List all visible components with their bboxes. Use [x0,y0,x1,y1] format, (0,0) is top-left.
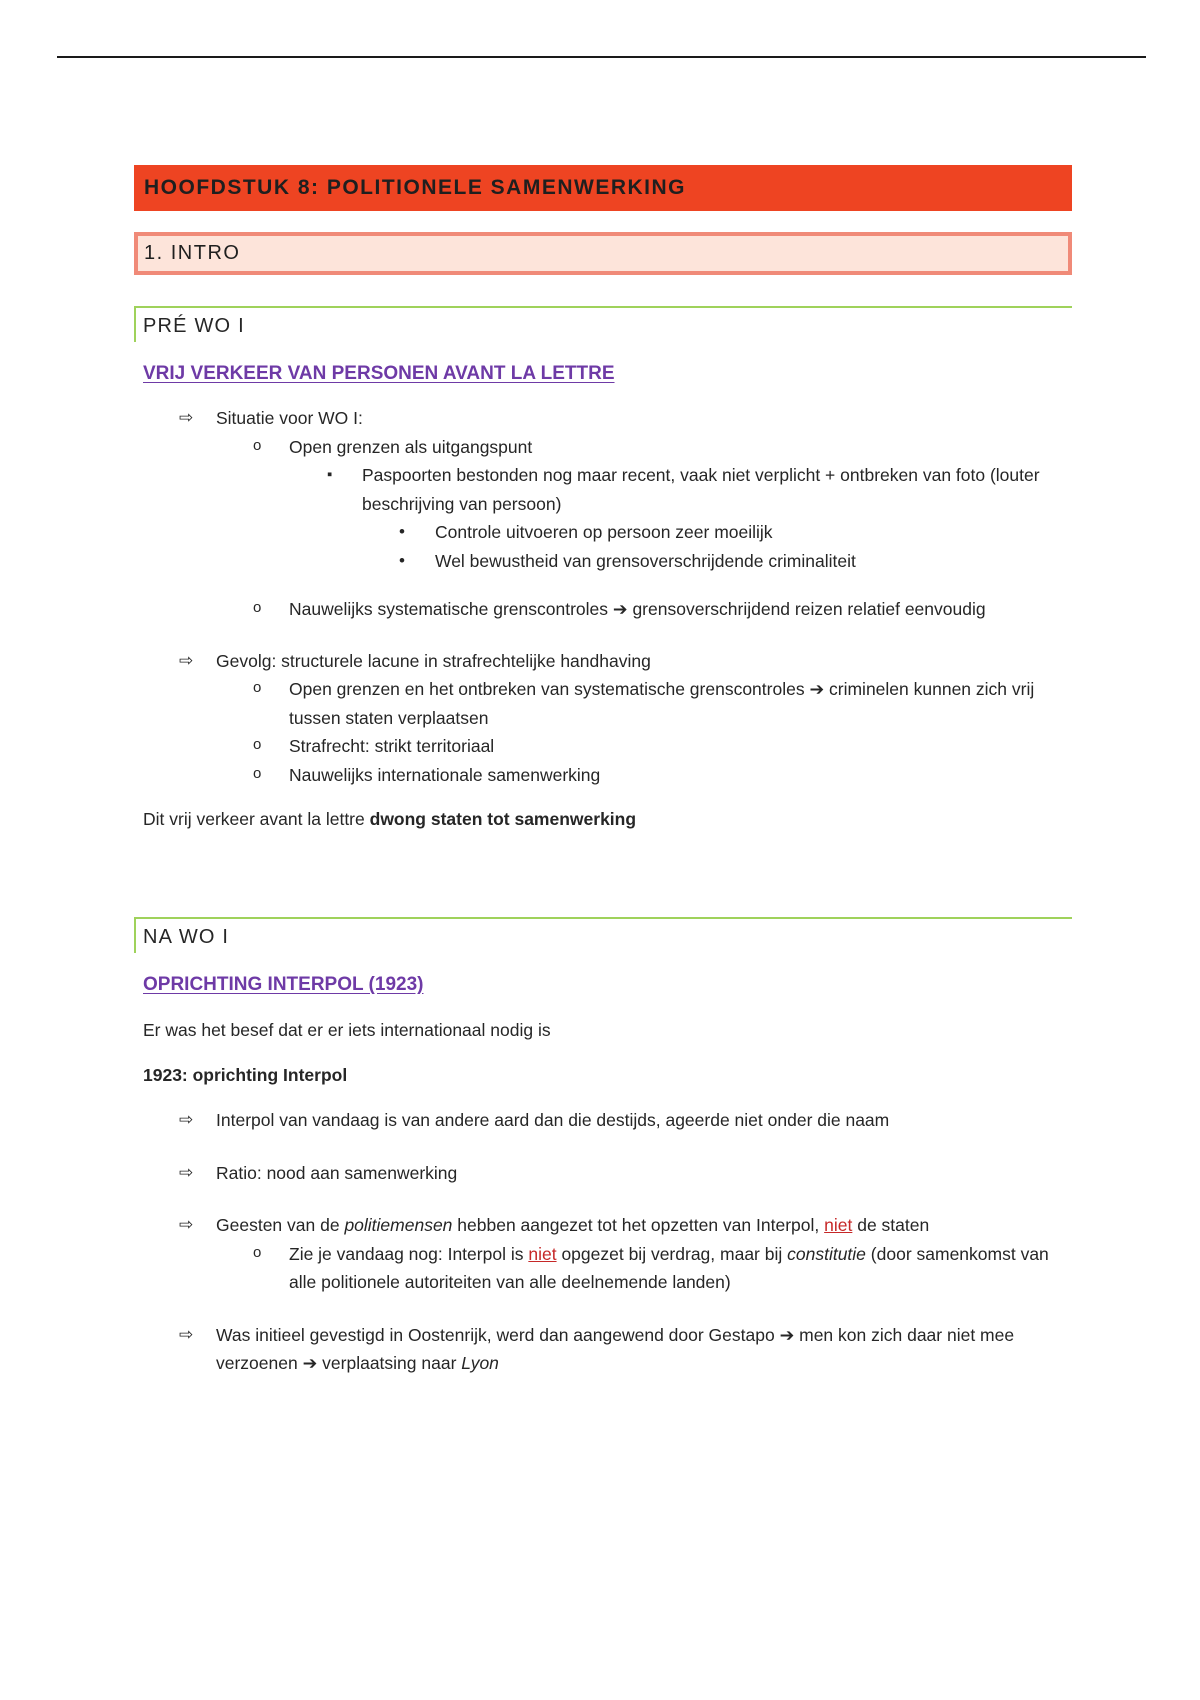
list-item-police-minds: ⇨ Geesten van de politiemensen hebben aangezet tot het opzetten van Interpol, niet de staten o Zie je vandaag nog: Interpol is niet opgezet bij verdrag, maar bij constitutie (door samenkomst van alle politionele autoriteiten van alle deelnemende landen) [216,1211,1072,1297]
list-interpol [216,1106,1072,1378]
list-item-ratio: ⇨ Ratio: nood aan samenwerking [216,1159,1072,1188]
list-item-no-controls: o Nauwelijks systematische grenscontroles ➔ grensoverschrijdend reizen relatief eenvoudig [289,595,1072,624]
topic-heading-free-movement: VRIJ VERKEER VAN PERSONEN AVANT LA LETTRE [143,363,615,384]
list-item-consequence: ⇨ Gevolg: structurele lacune in strafrechtelijke handhaving o Open grenzen en het ontbreken van systematische grenscontroles ➔ criminelen kunnen zich vrij tussen staten verplaatsen o Strafrecht: strikt territoriaal o Nauwelijks internationale samenwerking [216,647,1072,790]
list-item-today: o Zie je vandaag nog: Interpol is niet opgezet bij verdrag, maar bij constitutie (door samenkomst van alle politionele autoriteiten van alle deelnemende landen) [289,1240,1072,1297]
list-item-cooperation: o Nauwelijks internationale samenwerking [289,761,1072,790]
list-item-open-borders: o Open grenzen als uitgangspunt ▪ Paspoorten bestonden nog maar recent, vaak niet verplicht + ontbreken van foto (louter beschrijving van persoon) • Controle uitvoeren op persoon zeer moeilijk • Wel bewustheid van grensoverschrijdende criminaliteit [289,433,1072,576]
list-item-awareness: • Wel bewustheid van grensoverschrijdende criminaliteit [435,547,1072,576]
subsection-heading-pre-wwi: PRÉ WO I [134,306,1072,342]
topic-heading-interpol: OPRICHTING INTERPOL (1923) [143,974,424,995]
list-item-austria: ⇨ Was initieel gevestigd in Oostenrijk, werd dan aangewend door Gestapo ➔ men kon zich daar niet mee verzoenen ➔ verplaatsing naar Lyon [216,1321,1072,1378]
arrow-icon: ➔ [612,599,628,619]
list-item-criminal-law: o Strafrecht: strikt territoriaal [289,732,1072,761]
list-item-control: • Controle uitvoeren op persoon zeer moeilijk [435,518,1072,547]
list-item-different: ⇨ Interpol van vandaag is van andere aard dan die destijds, ageerde niet onder die naam [216,1106,1072,1135]
arrow-icon: ➔ [779,1324,795,1345]
arrow-icon: ➔ [809,679,825,699]
awareness-paragraph: Er was het besef dat er er iets internationaal nodig is [143,1020,551,1040]
list-item-passports: ▪ Paspoorten bestonden nog maar recent, vaak niet verplicht + ontbreken van foto (louter beschrijving van persoon) • Controle uitvoeren op persoon zeer moeilijk • Wel bewustheid van grensoverschrijdende criminaliteit [362,461,1072,575]
document-body [134,165,1072,1378]
section-title: 1. INTRO [134,232,1072,275]
founding-paragraph: 1923: oprichting Interpol [143,1065,348,1085]
list-situation [216,404,1072,789]
list-item-situation: ⇨ Situatie voor WO I: o Open grenzen als uitgangspunt ▪ Paspoorten bestonden nog maar recent, vaak niet verplicht + ontbreken van foto (louter beschrijving van persoon) • Controle uitvoeren op persoon zeer moeilijk • Wel bewustheid van grensoverschrijdende criminaliteit o Nauwelijks systematische grenscontroles ➔ grensoverschrijdend reizen relatief eenvoudig [216,404,1072,624]
header-rule [57,56,1146,58]
arrow-icon: ➔ [302,1353,318,1373]
chapter-title: HOOFDSTUK 8: POLITIONELE SAMENWERKING [134,165,1072,211]
list-item-open-free: o Open grenzen en het ontbreken van systematische grenscontroles ➔ criminelen kunnen zich vrij tussen staten verplaatsen [289,675,1072,732]
conclusion-paragraph: Dit vrij verkeer avant la lettre dwong staten tot samenwerking [143,809,637,829]
subsection-heading-post-wwi: NA WO I [134,917,1072,953]
